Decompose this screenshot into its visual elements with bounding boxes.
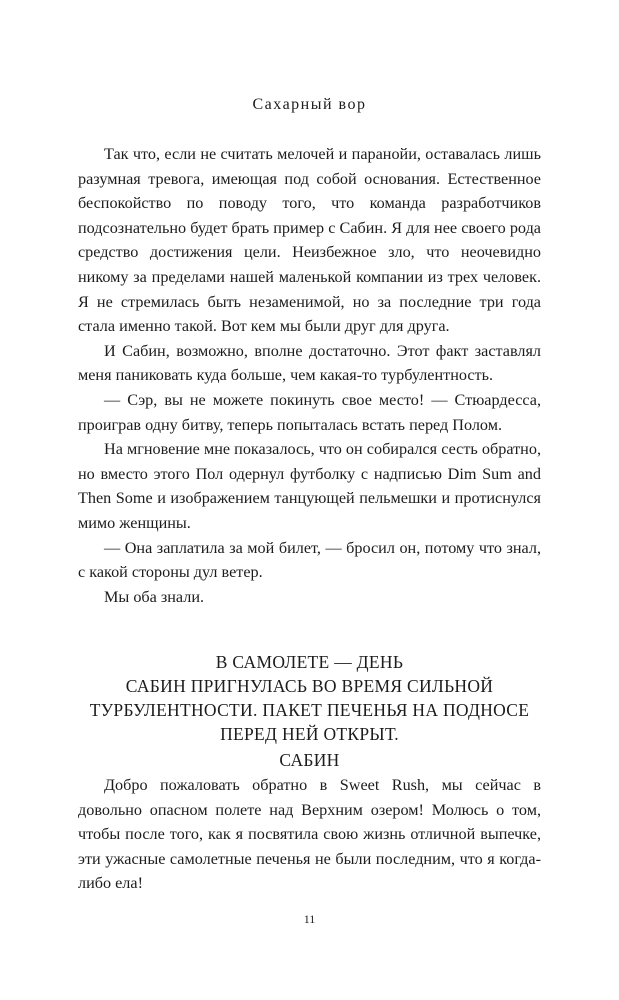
speech-text [78,773,541,896]
speaker-name: САБИН [279,750,340,770]
scene-heading-line: САБИН ПРИГНУЛАСЬ ВО ВРЕМЯ СИЛЬНОЙ [125,676,494,696]
scene-heading-line: ПЕРЕД НЕЙ ОТКРЫТ. [220,724,399,744]
paragraph: — Сэр, вы не можете покинуть свое место! — Стюардесса, проиграв одну битву, теперь попыталась встать перед Полом. [78,390,541,434]
scene-heading [78,650,541,746]
paragraph: И Сабин, возможно, вполне достаточно. Этот факт заставлял меня паниковать куда больше, чем какая-то турбулентность. [78,341,541,385]
scene-heading-line: ТУРБУЛЕНТНОСТИ. ПАКЕТ ПЕЧЕНЬЯ НА ПОДНОСЕ [89,700,530,720]
speech-paragraph: Добро пожаловать обратно в Sweet Rush, мы сейчас в довольно опасном полете над Верхним озером! Молюсь о том, чтобы после того, как я посвятила свою жизнь отличной выпечке, эти ужасные самолетные печенья не были последним, что я когда-либо ела! [78,776,541,893]
page-number: 11 [303,912,316,926]
scene-heading-line: В САМОЛЕТЕ — ДЕНЬ [215,652,404,672]
paragraph: Мы оба знали. [104,587,205,606]
paragraph: — Она заплатила за мой билет, — бросил он, потому что знал, с какой стороны дул ветер. [78,538,541,582]
paragraph: Так что, если не считать мелочей и паранойи, оставалась лишь разумная тревога, имеющая под собой основания. Естественное беспокойство по поводу того, что команда разработчиков подсознательно будет брать пример с Сабин. Я для нее своего рода средство достижения цели. Неизбежное зло, что неочевидно никому за пределами нашей маленькой компании из трех человек. Я не стремилась быть незаменимой, но за последние три года стала именно такой. Вот кем мы были друг для друга. [78,145,541,336]
body-text [78,142,541,609]
paragraph: На мгновение мне показалось, что он собирался сесть обратно, но вместо этого Пол одернул футболку с надписью Dim Sum and Then Some и изображением танцующей пельмешки и протиснулся мимо женщины. [78,440,541,532]
running-head: Сахарный вор [252,96,367,113]
